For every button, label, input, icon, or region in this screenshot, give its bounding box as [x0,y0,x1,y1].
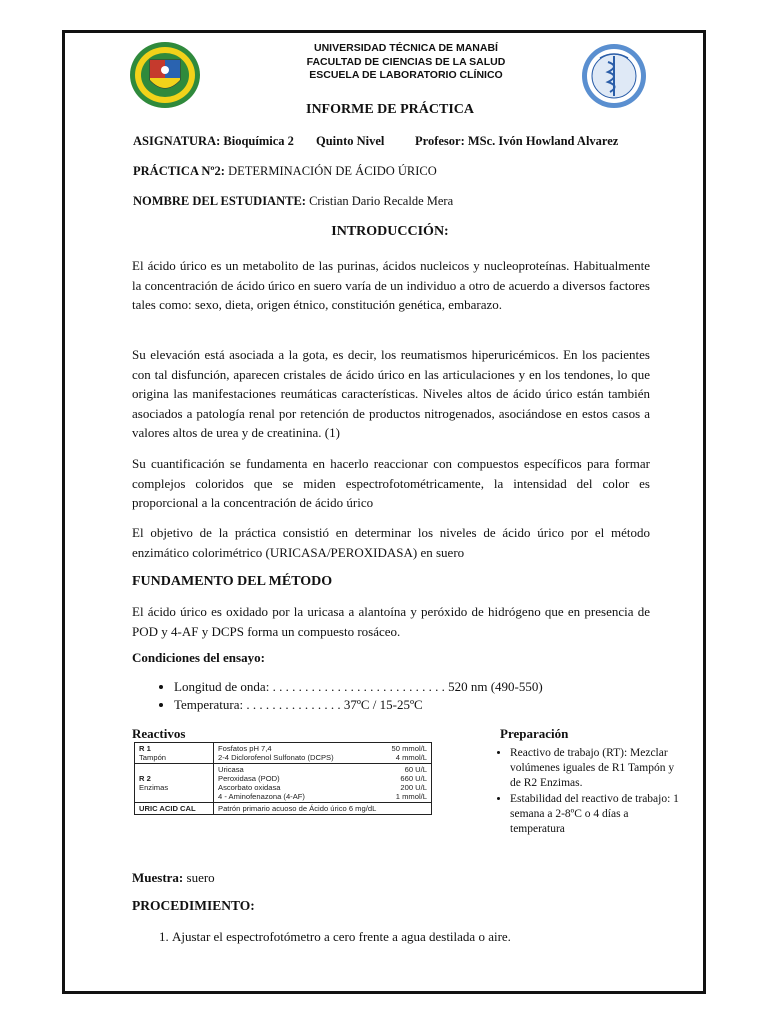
level-value: Quinto Nivel [316,134,385,148]
reagent-code: R 2 [139,774,151,783]
table-row [135,764,432,803]
procedure-step: 1. Ajustar el espectrofotómetro a cero frente a agua destilada o aire. [172,928,511,946]
university-logo [128,40,202,110]
preparation-list [482,746,682,838]
student-value: Cristian Dario Recalde Mera [309,194,454,208]
reagent-components [214,743,432,764]
sample-label: Muestra: [132,870,184,885]
component-row [218,792,427,801]
reagent-code: R 1 [139,744,151,753]
school-name: ESCUELA DE LABORATORIO CLÍNICO [309,69,503,81]
calibrator-text: Patrón primario acuoso de Ácido úrico 6 mg/dL [214,803,432,815]
professor-value: MSc. Ivón Howland Alvarez [467,134,619,148]
procedure-title: PROCEDIMIENTO: [132,898,255,913]
introduction-title: INTRODUCCIÓN: [331,224,449,239]
component-value: 660 U/L [400,774,427,783]
preparation-title: Preparación [500,726,569,741]
component-name: Peroxidasa (POD) [218,774,280,783]
component-row [218,744,427,753]
professor-line [415,134,618,149]
condition-item [174,696,543,714]
subject-label: ASIGNATURA: [133,134,221,148]
sample-line [132,870,215,886]
condition-label: Longitud de onda: [174,679,270,694]
conditions-list [132,678,543,714]
reagent-components [214,764,432,803]
condition-item [174,678,543,696]
condition-leader: . . . . . . . . . . . . . . . [243,697,344,712]
procedure-steps [132,928,511,946]
component-name: Uricasa [218,765,244,774]
component-value: 50 mmol/L [391,744,427,753]
reagent-id [135,743,214,764]
component-name: 2-4 Diclorofenol Sulfonato (DCPS) [218,753,334,762]
reagent-id [135,764,214,803]
sample-value: suero [186,870,215,885]
component-name: Ascorbato oxidasa [218,783,281,792]
professor-label: Profesor: [415,134,465,148]
component-row [218,774,427,783]
intro-paragraph: Su cuantificación se fundamenta en hacerlo reaccionar con compuestos específicos para formar complejos coloridos que se miden espectrofotométricamente, la intensidad del color es proporcional a la concentración de ácido úrico [132,456,650,510]
component-row [218,765,427,774]
method-text: El ácido úrico es oxidado por la uricasa a alantoína y peróxido de hidrógeno que en presencia de POD y 4-AF y DCPS forma un compuesto rosáceo. [132,604,650,639]
practice-value: DETERMINACIÓN DE ÁCIDO ÚRICO [228,164,437,178]
intro-paragraph: El objetivo de la práctica consistió en determinar los niveles de ácido úrico por el método enzimático colorimétrico (URICASA/PEROXIDASA) en suero [132,525,650,560]
component-row [218,783,427,792]
component-name: 4 - Aminofenazona (4-AF) [218,792,305,801]
intro-paragraph: El ácido úrico es un metabolito de las purinas, ácidos nucleicos y nucleoproteínas. Habitualmente la concentración de ácido úrico en suero varía de un individuo a otro de acuerdo a diversos factores tales como: sexo, dieta, origen étnico, constitución genética, embarazo. [132,258,650,312]
table-row [135,743,432,764]
preparation-item: • Estabilidad del reactivo de trabajo: 1 semana a 2-8ºC o 4 días a temperatura [510,792,682,837]
component-value: 4 mmol/L [395,753,427,762]
condition-leader: . . . . . . . . . . . . . . . . . . . . . . . . . . . [269,679,449,694]
conditions-title: Condiciones del ensayo: [132,650,265,665]
reagents-table [134,742,432,815]
component-value: 1 mmol/L [395,792,427,801]
practice-line [133,164,437,179]
component-value: 200 U/L [400,783,427,792]
student-label: NOMBRE DEL ESTUDIANTE: [133,194,306,208]
component-row [218,753,427,762]
condition-label: Temperatura: [174,697,244,712]
faculty-name: FACULTAD DE CIENCIAS DE LA SALUD [306,55,506,68]
condition-value: 520 nm (490-550) [448,679,543,694]
practice-label: PRÁCTICA Nº2: [133,164,225,178]
condition-value: 37ºC / 15-25ºC [343,697,423,712]
component-name: Fosfatos pH 7,4 [218,744,272,753]
component-value: 60 U/L [404,765,427,774]
table-row [135,803,432,815]
student-line [133,194,453,209]
reagents-title: Reactivos [132,726,186,741]
subject-value: Bioquímica 2 [223,134,294,148]
reagent-name: Enzimas [139,783,169,792]
institution-header [206,42,606,83]
intro-paragraph: Su elevación está asociada a la gota, es decir, los reumatismos hiperuricémicos. En los pacientes con tal disfunción, aparecen cristales de ácido úrico en las articulaciones y en los tendones, lo que origina las manifestaciones reumáticas características. Niveles altos de ácido úrico están también asociados a patología renal por retención de productos nitrogenados, asociándose en estos casos a valores altos de urea y de creatinina. (1) [132,347,650,440]
university-name: UNIVERSIDAD TÉCNICA DE MANABÍ [314,42,498,54]
reagent-code: URIC ACID CAL [135,803,214,815]
preparation-item: • Reactivo de trabajo (RT): Mezclar volúmenes iguales de R1 Tampón y de R2 Enzimas. [510,746,682,791]
report-title: INFORME DE PRÁCTICA [306,102,474,117]
subject-line [133,134,294,149]
reagent-name: Tampón [139,753,167,762]
method-title: FUNDAMENTO DEL MÉTODO [132,574,333,589]
